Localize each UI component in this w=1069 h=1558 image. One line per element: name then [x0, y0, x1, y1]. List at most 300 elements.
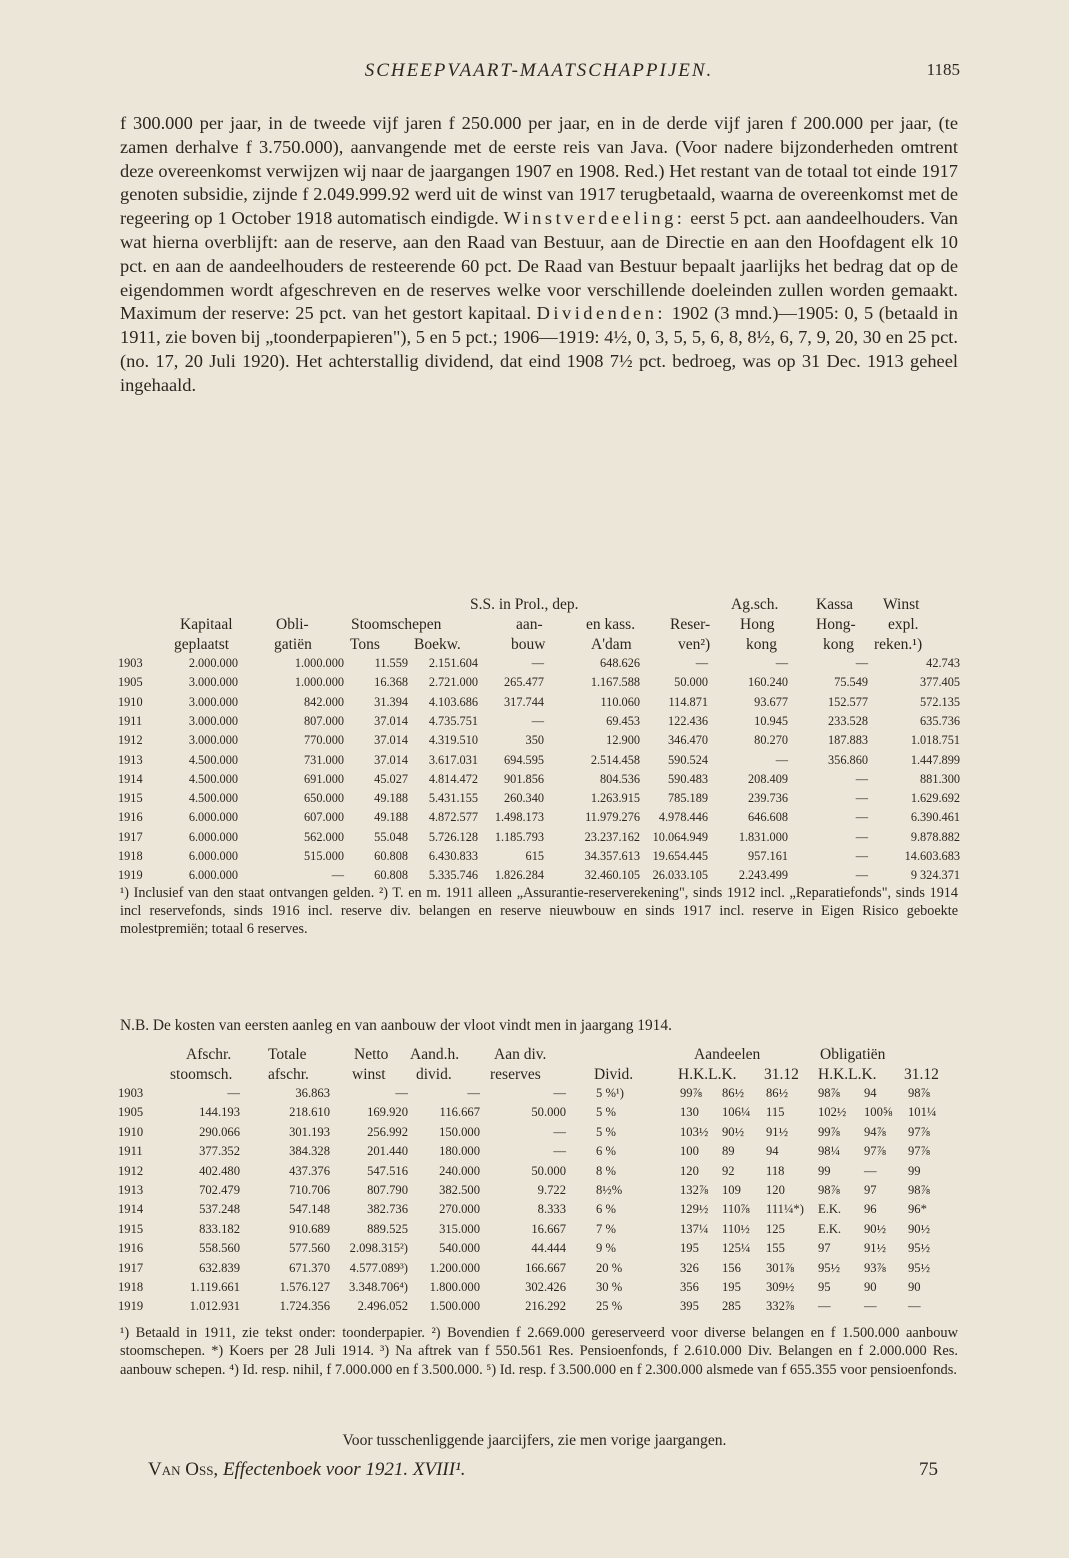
t2-h-obligatien: Obligatiën — [820, 1046, 886, 1063]
t2-cell: 44.444 — [531, 1241, 566, 1256]
t1-cell: 2.000.000 — [188, 656, 238, 670]
t1-cell: 731.000 — [304, 752, 344, 767]
t2-cell: 1913 — [118, 1183, 144, 1197]
t1-cell: 842.000 — [304, 694, 344, 709]
t2-cell: 1903 — [118, 1086, 144, 1100]
t2-cell: 98⅞ — [818, 1183, 841, 1197]
t2-cell: 218.610 — [289, 1105, 330, 1120]
t2-cell: 16.667 — [531, 1221, 566, 1236]
t1-cell: — — [331, 868, 344, 883]
t1-cell: 901.856 — [504, 771, 544, 786]
t2-cell: 1.576.127 — [279, 1280, 330, 1294]
t2-h-3112b: 31.12 — [904, 1066, 939, 1083]
t2-cell: — — [864, 1163, 877, 1178]
t2-cell: 540.000 — [439, 1241, 480, 1256]
t2-cell: — — [553, 1086, 566, 1100]
dividenden-label: Dividenden: — [536, 303, 667, 324]
t2-cell: 95 — [818, 1280, 831, 1294]
t2-cell: 201.440 — [367, 1144, 408, 1159]
table1-header-row-1 — [118, 596, 960, 616]
t2-cell: — — [553, 1124, 566, 1139]
t2-cell: — — [227, 1086, 240, 1100]
t1-cell: 6.430.833 — [428, 849, 478, 863]
t2-cell: 270.000 — [439, 1202, 480, 1217]
footer-page-number: 75 — [919, 1459, 938, 1480]
t1-h-tons: Tons — [350, 636, 380, 653]
t2-cell: 4.577.089³) — [349, 1260, 408, 1275]
t1-cell: 208.409 — [748, 771, 788, 786]
t2-cell: 166.667 — [525, 1260, 566, 1275]
t2-h-3112: 31.12 — [764, 1066, 799, 1083]
t2-cell: 111¼*) — [766, 1202, 804, 1217]
t2-h-reserves: reserves — [490, 1066, 541, 1083]
t2-cell: 96* — [908, 1202, 927, 1217]
t1-h-ven: ven²) — [678, 636, 711, 653]
t1-h-boekw: Boekw. — [414, 636, 461, 653]
t2-cell: 97 — [818, 1241, 831, 1256]
t2-row — [118, 1125, 960, 1145]
t1-cell: 957.161 — [748, 849, 788, 863]
t2-cell: 1911 — [118, 1144, 143, 1159]
t1-h-gatien: gatiën — [274, 636, 312, 653]
t1-cell: 650.000 — [304, 791, 344, 806]
t2-cell: 36.863 — [295, 1086, 330, 1100]
t2-cell: 326 — [680, 1260, 699, 1275]
t2-cell: 290.066 — [199, 1124, 240, 1139]
footer-volume: XVIII¹. — [412, 1459, 466, 1480]
t1-cell: 16.368 — [374, 675, 408, 690]
t1-cell: 615 — [525, 849, 544, 863]
t1-h-geplaatst: geplaatst — [174, 636, 230, 653]
t2-cell: — — [467, 1086, 480, 1100]
t1-cell: 377.405 — [920, 675, 960, 690]
t1-cell: 37.014 — [374, 733, 408, 748]
t2-cell: 94⅞ — [864, 1124, 887, 1139]
winstverdeeling-label: Winstverdeeling: — [503, 208, 686, 229]
t2-cell: E.K. — [818, 1221, 842, 1236]
t2-cell: 118 — [766, 1163, 785, 1178]
t1-cell: 4.500.000 — [188, 771, 238, 786]
t1-cell: — — [531, 656, 544, 670]
t2-cell: 547.516 — [367, 1163, 408, 1178]
t1-h-adam: A'dam — [591, 636, 632, 653]
t2-cell: 1.800.000 — [429, 1280, 480, 1294]
t1-row — [118, 714, 960, 734]
t2-row — [118, 1241, 960, 1261]
t2-cell: 302.426 — [525, 1280, 566, 1294]
t2-cell: 889.525 — [367, 1221, 408, 1236]
page-number: 1185 — [926, 60, 960, 79]
t2-cell: 1.119.661 — [190, 1280, 240, 1294]
t1-cell: — — [775, 656, 788, 670]
t1-cell: 5.431.155 — [428, 791, 478, 806]
t1-cell: 1.826.284 — [494, 868, 544, 883]
t2-cell: 558.560 — [199, 1241, 240, 1256]
t2-cell: 97⅞ — [908, 1144, 931, 1159]
t1-cell: 1903 — [118, 656, 143, 670]
t2-h-hkl2: H.K.L.K. — [818, 1066, 877, 1083]
t1-cell: 3.000.000 — [188, 675, 238, 690]
t2-cell: 1.500.000 — [429, 1299, 480, 1314]
t2-cell: 90½ — [722, 1124, 745, 1139]
t2-cell: 285 — [722, 1299, 741, 1314]
page-footer — [148, 1459, 938, 1481]
t2-cell: 103½ — [680, 1124, 709, 1139]
table2-header-row-2 — [118, 1066, 960, 1086]
t2-cell: 110⅞ — [722, 1202, 750, 1217]
t1-cell: 49.188 — [374, 810, 408, 825]
t1-cell: 3.617.031 — [428, 752, 478, 767]
t2-cell: 256.992 — [367, 1124, 408, 1139]
footer-note: Voor tusschenliggende jaarcijfers, zie men vorige jaargangen. — [342, 1432, 727, 1449]
t2-cell: 1.724.356 — [279, 1299, 330, 1314]
t2-cell: 96 — [864, 1202, 877, 1217]
t2-cell: 120 — [766, 1183, 785, 1197]
t1-cell: 4.872.577 — [428, 810, 478, 825]
t1-cell: 515.000 — [304, 849, 344, 863]
t1-h-hong: Hong — [740, 616, 775, 633]
t2-row — [118, 1164, 960, 1184]
t1-cell: 1915 — [118, 791, 143, 806]
t1-cell: 1918 — [118, 849, 143, 863]
t2-cell: 437.376 — [289, 1163, 330, 1178]
t1-cell: 60.808 — [374, 849, 408, 863]
t2-cell: — — [818, 1299, 831, 1314]
t2-cell: — — [395, 1086, 408, 1100]
t1-cell: 350 — [525, 733, 544, 748]
t1-cell: 34.357.613 — [584, 849, 640, 863]
t1-cell: 590.483 — [668, 771, 708, 786]
t1-cell: 694.595 — [504, 752, 544, 767]
t1-cell: — — [855, 791, 868, 806]
t1-cell: 4.814.472 — [428, 771, 478, 786]
t1-cell: — — [531, 713, 544, 728]
t1-cell: 1.000.000 — [294, 656, 344, 670]
t1-cell: 785.189 — [668, 791, 708, 806]
t1-cell: 12.900 — [606, 733, 640, 748]
t2-cell: 132⅞ — [680, 1183, 709, 1197]
t1-cell: — — [855, 656, 868, 670]
t1-cell: 31.394 — [374, 694, 408, 709]
t1-cell: 1911 — [118, 713, 143, 728]
t1-cell: 260.340 — [504, 791, 544, 806]
t2-cell: 150.000 — [439, 1124, 480, 1139]
t2-cell: 1916 — [118, 1241, 144, 1256]
t1-h-stoomschepen: Stoomschepen — [351, 616, 442, 633]
t1-cell: 1.018.751 — [910, 733, 960, 748]
t2-row — [118, 1261, 960, 1281]
t2-cell: 90½ — [864, 1221, 887, 1236]
t2-cell: 92 — [722, 1163, 735, 1178]
t2-cell: 120 — [680, 1163, 699, 1178]
t2-h-netto: Netto — [354, 1046, 389, 1063]
t2-cell: 195 — [680, 1241, 699, 1256]
t2-cell: 702.479 — [199, 1183, 240, 1197]
t1-cell: 1.629.692 — [910, 791, 960, 806]
t1-cell: 4.978.446 — [658, 810, 708, 825]
t1-row — [118, 733, 960, 753]
t1-cell: 572.135 — [920, 694, 960, 709]
t2-cell: 356 — [680, 1280, 699, 1294]
t1-row — [118, 791, 960, 811]
t1-h-kassa: Kassa — [816, 596, 854, 613]
t1-h-reser: Reser- — [670, 616, 711, 633]
subsidy-text: f 300.000 per jaar, in de tweede vijf jaren f 250.000 per jaar, en in de derde vijf jaren f 200.000 per jaar, (te zamen derhalve f 3.750.000), aanvangende met de eerste reis van Java. (Voor nadere bijzonderheden omtrent deze overeenkomst verwijzen wij naar de jaargangen 1907 en 1908. Red.) Het restant van de totaal tot einde 1917 genoten subsidie, zijnde f 2.049.999.92 werd uit de winst van 1917 terugbetaald, waarna de overeenkomst met de regeering op 1 October 1918 automatisch eindigde. — [120, 113, 958, 229]
t1-cell: 2.514.458 — [590, 752, 640, 767]
t1-h-enkass: en kass. — [586, 616, 636, 633]
t2-cell: 99 — [908, 1163, 921, 1178]
t2-cell: 99 — [818, 1163, 831, 1178]
t1-cell: 152.577 — [828, 694, 868, 709]
t1-cell: — — [855, 849, 868, 863]
t1-cell: 2.721.000 — [428, 675, 478, 690]
t1-cell: 1914 — [118, 771, 143, 786]
t2-cell: 710.706 — [289, 1183, 330, 1197]
t2-cell: 100 — [680, 1144, 699, 1159]
t1-h-expl: expl. — [888, 616, 919, 633]
t2-cell: 382.500 — [439, 1183, 480, 1197]
t2-cell: 98¼ — [818, 1144, 841, 1159]
t1-cell: 3.000.000 — [188, 733, 238, 748]
t1-cell: 804.536 — [600, 771, 640, 786]
t2-cell: 95½ — [908, 1260, 931, 1275]
t2-cell: 125¼ — [722, 1241, 751, 1256]
t2-h-aandiv: Aan div. — [494, 1046, 547, 1063]
t2-cell: 98⅞ — [908, 1086, 931, 1100]
t2-cell: 94 — [864, 1086, 877, 1100]
t1-cell: 239.736 — [748, 791, 788, 806]
t1-cell: 80.270 — [754, 733, 788, 748]
paragraph-subsidy — [120, 112, 958, 398]
t2-cell: 5 %¹) — [596, 1086, 624, 1100]
t1-cell: 75.549 — [834, 675, 868, 690]
t1-h-winst: Winst — [883, 596, 920, 613]
t1-cell: 10.945 — [754, 713, 788, 728]
t2-cell: 9 % — [596, 1241, 616, 1256]
t2-cell: 9.722 — [537, 1183, 566, 1197]
t1-cell: 1.831.000 — [738, 829, 788, 844]
t2-cell: 93⅞ — [864, 1260, 887, 1275]
t2-cell: 1917 — [118, 1260, 144, 1275]
t1-row — [118, 656, 960, 676]
t2-h-afschr: Afschr. — [186, 1046, 232, 1063]
t1-cell: 55.048 — [374, 829, 408, 844]
t2-h-hkl: H.K.L.K. — [678, 1066, 737, 1083]
t2-cell: 130 — [680, 1105, 699, 1120]
t2-cell: 1.012.931 — [189, 1299, 240, 1314]
t1-cell: 10.064.949 — [652, 829, 708, 844]
t1-h-ss: S.S. in Prol., dep. — [470, 596, 579, 613]
t2-h-stoomsch: stoomsch. — [170, 1066, 233, 1083]
t2-cell: 98⅞ — [818, 1086, 841, 1100]
t1-cell: 1.447.899 — [910, 752, 960, 767]
t2-cell: 97⅞ — [908, 1124, 931, 1139]
t1-cell: 5.335.746 — [428, 868, 478, 883]
t2-cell: 1915 — [118, 1221, 144, 1236]
t2-cell: 240.000 — [439, 1163, 480, 1178]
t2-cell: 5 % — [596, 1124, 616, 1139]
t1-cell: 9.878.882 — [910, 829, 960, 844]
t2-cell: 547.148 — [289, 1202, 330, 1217]
t2-row — [118, 1222, 960, 1242]
t1-cell: 6.000.000 — [188, 810, 238, 825]
t2-cell: 216.292 — [525, 1299, 566, 1314]
t1-cell: 356.860 — [828, 752, 868, 767]
t1-row — [118, 830, 960, 850]
t2-cell: 90½ — [908, 1221, 931, 1236]
t1-cell: 50.000 — [674, 675, 708, 690]
t1-cell: 1.498.173 — [494, 810, 544, 825]
t1-h-kapitaal: Kapitaal — [180, 616, 233, 633]
t1-cell: 1.000.000 — [294, 675, 344, 690]
t2-cell: 116.667 — [439, 1105, 480, 1120]
t1-cell: 233.528 — [828, 713, 868, 728]
t2-cell: 25 % — [596, 1299, 623, 1314]
t2-cell: E.K. — [818, 1202, 842, 1217]
t1-cell: 770.000 — [304, 733, 344, 748]
t2-cell: 91½ — [766, 1124, 789, 1139]
t2-cell: 50.000 — [531, 1163, 566, 1178]
t2-cell: 106¼ — [722, 1105, 751, 1120]
t1-cell: 6.390.461 — [910, 810, 960, 825]
t2-cell: 89 — [722, 1144, 735, 1159]
t1-row — [118, 695, 960, 715]
t1-h-bouw: bouw — [511, 636, 546, 653]
t2-h-afschr2: afschr. — [268, 1066, 309, 1083]
t1-cell: 9 324.371 — [910, 868, 960, 883]
t2-cell: 94 — [766, 1144, 779, 1159]
t2-cell: 110½ — [722, 1221, 750, 1236]
t2-h-aandeelen: Aandeelen — [694, 1046, 761, 1063]
t2-cell: — — [864, 1299, 877, 1314]
t2-cell: 577.560 — [289, 1241, 330, 1256]
t1-cell: 60.808 — [374, 868, 408, 883]
t2-cell: 169.920 — [367, 1105, 408, 1120]
t1-cell: 317.744 — [504, 694, 544, 709]
t2-cell: 301.193 — [289, 1124, 330, 1139]
t1-cell: 32.460.105 — [584, 868, 640, 883]
t2-cell: 20 % — [596, 1260, 623, 1275]
t1-cell: 6.000.000 — [188, 829, 238, 844]
t1-cell: 646.608 — [748, 810, 788, 825]
t2-cell: 377.352 — [199, 1144, 240, 1159]
table1-header-row-3 — [118, 636, 960, 656]
t2-cell: 5 % — [596, 1105, 616, 1120]
t2-cell: 8½% — [596, 1183, 623, 1197]
t2-cell: 671.370 — [289, 1260, 330, 1275]
t2-cell: 309½ — [766, 1280, 795, 1294]
t1-cell: 11.559 — [374, 656, 408, 670]
t1-cell: 807.000 — [304, 713, 344, 728]
t2-cell: 86½ — [766, 1086, 789, 1100]
t2-row — [118, 1280, 960, 1300]
t1-row — [118, 810, 960, 830]
t1-cell: — — [855, 829, 868, 844]
t2-row — [118, 1299, 960, 1319]
t1-cell: — — [855, 810, 868, 825]
t1-cell: 562.000 — [304, 829, 344, 844]
t2-cell: 156 — [722, 1260, 741, 1275]
t1-cell: 45.027 — [374, 771, 408, 786]
t1-h-reken: reken.¹) — [874, 636, 923, 653]
t2-cell: 86½ — [722, 1086, 745, 1100]
t1-row — [118, 675, 960, 695]
t2-row — [118, 1144, 960, 1164]
t1-cell: 346.470 — [668, 733, 708, 748]
t1-h-agsch: Ag.sch. — [731, 596, 779, 613]
t1-row — [118, 772, 960, 792]
t1-cell: 691.000 — [304, 771, 344, 786]
t1-cell: 1919 — [118, 868, 143, 883]
t1-cell: 4.500.000 — [188, 752, 238, 767]
t2-cell: 129½ — [680, 1202, 709, 1217]
t2-h-divid: divid. — [416, 1066, 452, 1083]
t1-cell: 5.726.128 — [428, 829, 478, 844]
t2-cell: 537.248 — [199, 1202, 240, 1217]
dividenden-text: 1902 (3 mnd.)—1905: 0, 5 (betaald in 1911, zie boven bij „toonderpapieren"), 5 en 5 pct.; 1906—1919: 4½, 0, 3, 5, 5, 6, 8, 8½, 6, 7, 9, 20, 30 en 25 pct. (no. 17, 20 Juli 1920). Het achterstallig dividend, dat eind 1908 7½ pct. bedroeg, was op 31 Dec. 1913 geheel ingehaald. — [120, 303, 958, 395]
t1-cell: 648.626 — [600, 656, 640, 670]
t1-cell: 3.000.000 — [188, 713, 238, 728]
t2-cell: 395 — [680, 1299, 699, 1314]
t2-cell: 98⅞ — [908, 1183, 931, 1197]
t1-cell: 19.654.445 — [652, 849, 708, 863]
t1-h-hong2: Hong- — [816, 616, 856, 633]
t2-cell: 2.496.052 — [357, 1299, 408, 1314]
t2-cell: 125 — [766, 1221, 785, 1236]
t2-cell: 100⅝ — [864, 1105, 893, 1120]
t1-cell: 3.000.000 — [188, 694, 238, 709]
table2-footnote: ¹) Betaald in 1911, zie tekst onder: toonderpapier. ²) Bovendien f 2.669.000 gereserveerd voor diverse belangen en f 1.500.000 aanbouw stoomschepen. *) Koers per 28 Juli 1914. ³) Na aftrek van f 550.561 Res. Pensioenfonds, f 2.610.000 Div. Belangen en f 2.000.000 Res. aanbouw schepen. ⁴) Id. resp. nihil, f 7.000.000 en f 3.500.000. ⁵) Id. resp. f 3.500.000 en f 2.300.000 alsmede van f 655.355 voor pensioenfonds. — [120, 1325, 958, 1378]
table2-header-row-1 — [118, 1046, 960, 1066]
t1-cell: 1.167.588 — [590, 675, 640, 690]
t1-cell: 160.240 — [748, 675, 788, 690]
t2-cell: 102½ — [818, 1105, 847, 1120]
t2-h-totale: Totale — [268, 1046, 307, 1063]
t2-cell: 155 — [766, 1241, 785, 1256]
t2-cell: 1918 — [118, 1280, 144, 1294]
t1-cell: 6.000.000 — [188, 868, 238, 883]
t1-h-aan: aan- — [516, 616, 543, 633]
t2-cell: 1905 — [118, 1105, 144, 1120]
table1-header-row-2 — [118, 616, 960, 636]
t2-cell: 632.839 — [199, 1260, 240, 1275]
t2-cell: 7 % — [596, 1221, 616, 1236]
t2-cell: 402.480 — [199, 1163, 240, 1178]
t1-cell: 1.263.915 — [590, 791, 640, 806]
t1-row — [118, 753, 960, 773]
t2-cell: 30 % — [596, 1280, 623, 1294]
t2-cell: 382.736 — [367, 1202, 408, 1217]
nb-note: N.B. De kosten van eersten aanleg en van aanbouw der vloot vindt men in jaargang 1914. — [120, 1017, 672, 1034]
t1-cell: 1913 — [118, 752, 143, 767]
t2-cell: 301⅞ — [766, 1260, 795, 1275]
t2-cell: 332⅞ — [766, 1299, 795, 1314]
t1-cell: 4.319.510 — [428, 733, 478, 748]
t2-cell: 109 — [722, 1183, 741, 1197]
t1-cell: 2.243.499 — [738, 868, 788, 883]
t2-cell: 115 — [766, 1105, 785, 1120]
t1-cell: 23.237.162 — [584, 829, 640, 844]
t1-cell: 110.060 — [600, 694, 640, 709]
t2-row — [118, 1086, 960, 1106]
t2-row — [118, 1105, 960, 1125]
t2-row — [118, 1183, 960, 1203]
footer-book-title: Effectenboek voor 1921. — [222, 1459, 409, 1480]
t1-cell: 14.603.683 — [904, 849, 960, 863]
t2-h-winst: winst — [352, 1066, 386, 1083]
t1-cell: 26.033.105 — [652, 868, 708, 883]
t1-cell: 187.883 — [828, 733, 868, 748]
